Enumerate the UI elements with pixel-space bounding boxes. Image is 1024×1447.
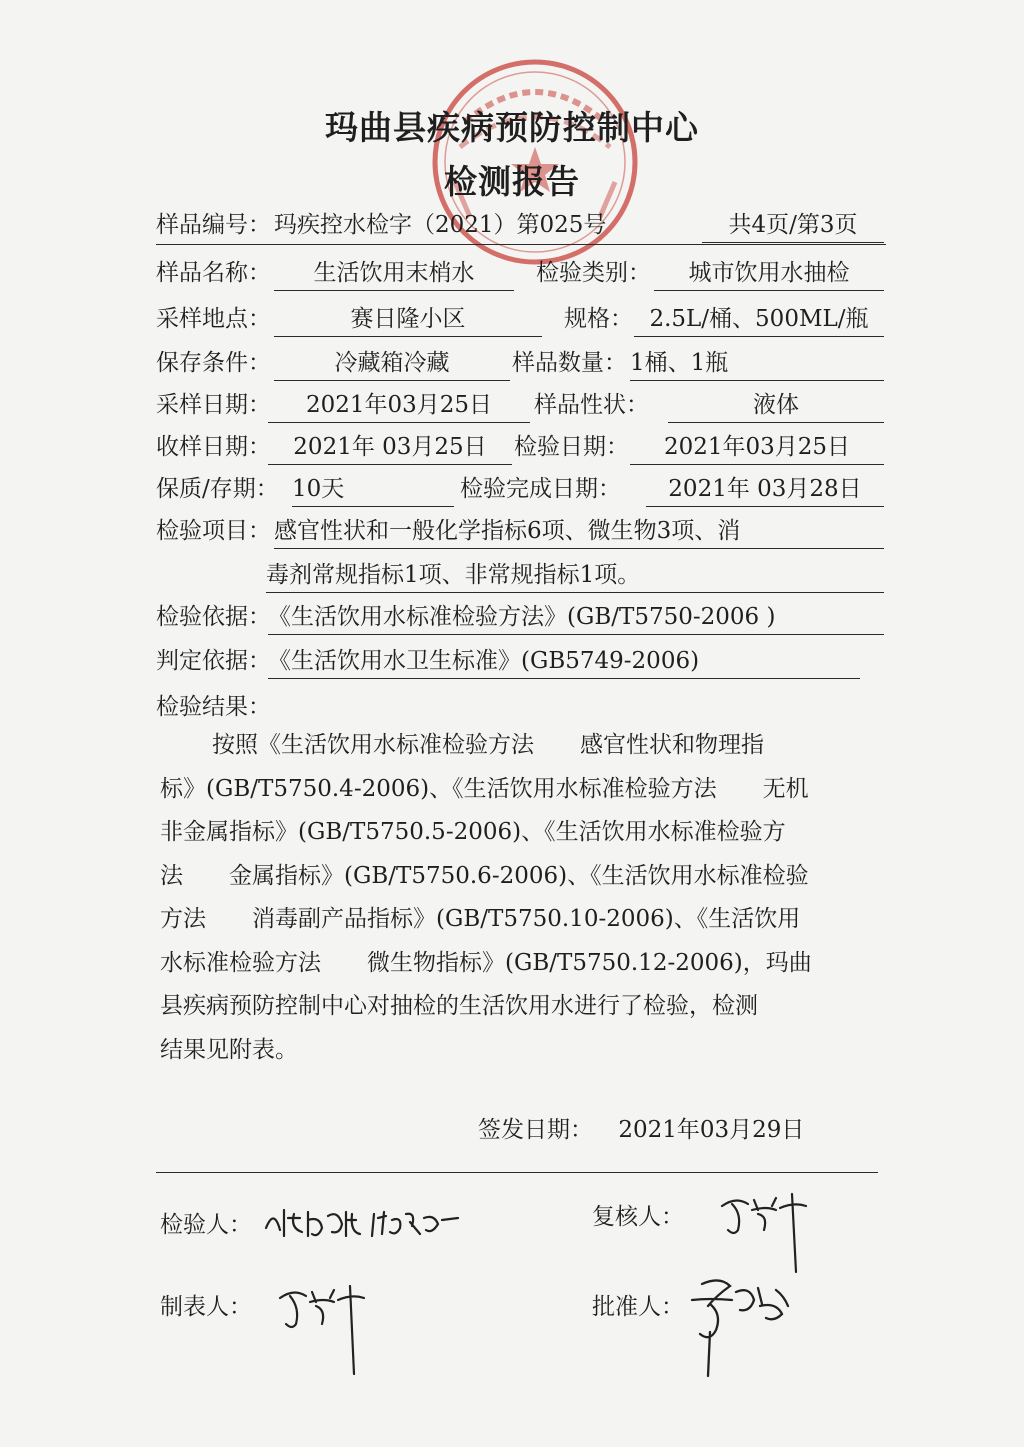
approver-label: 批准人： (592, 1294, 684, 1320)
basis-value: 《生活饮用水标准检验方法》(GB/T5750-2006 ) (268, 600, 884, 635)
quantity-value: 1桶、1瓶 (630, 346, 884, 381)
sampling-date-label: 采样日期： (156, 392, 271, 418)
result-line: 水标准检验方法 微生物指标》(GB/T5750.12-2006)，玛曲 (160, 949, 812, 976)
sample-name-value: 生活饮用末梢水 (274, 256, 514, 291)
sampling-date-row (156, 388, 886, 422)
spec-value: 2.5L/桶、500ML/瓶 (634, 302, 884, 337)
result-line: 标》(GB/T5750.4-2006)、《生活饮用水标准检验方法 无机 (160, 775, 809, 802)
result-line: 法 金属指标》(GB/T5750.6-2006)、《生活饮用水标准检验 (160, 862, 809, 889)
basis-row (156, 600, 886, 634)
issue-date-value: 2021年03月29日 (618, 1117, 805, 1143)
sample-name-row (156, 256, 886, 290)
sample-no-row (156, 208, 886, 242)
result-label-row (156, 690, 886, 724)
receive-date-label: 收样日期： (156, 434, 271, 460)
storage-value: 冷藏箱冷藏 (274, 346, 510, 381)
result-paragraph (160, 724, 890, 1072)
result-line: 结果见附表。 (160, 1036, 298, 1063)
complete-date-label: 检验完成日期： (460, 476, 621, 502)
receive-date-row (156, 430, 886, 464)
issue-date-label: 签发日期： (478, 1117, 593, 1143)
items-row (156, 514, 886, 548)
shelf-label: 保质/存期： (156, 476, 279, 502)
reviewer-label: 复核人： (592, 1204, 684, 1230)
receive-date-value: 2021年 03月25日 (268, 430, 512, 465)
basis-label: 检验依据： (156, 604, 271, 630)
divider (156, 1172, 878, 1173)
test-date-value: 2021年03月25日 (630, 430, 884, 465)
shelf-row (156, 472, 886, 506)
items-line2: 毒剂常规指标1项、非常规指标1项。 (266, 558, 884, 593)
shelf-value: 10天 (292, 472, 454, 507)
location-label: 采样地点： (156, 306, 271, 332)
divider (156, 244, 886, 245)
result-line: 非金属指标》(GB/T5750.5-2006)、《生活饮用水标准检验方 (160, 819, 786, 845)
test-type-value: 城市饮用水抽检 (654, 256, 884, 291)
issue-date-row (478, 1113, 804, 1147)
result-line: 县疾病预防控制中心对抽检的生活饮用水进行了检验，检测 (160, 993, 758, 1019)
doc-title: 检测报告 (444, 162, 580, 201)
items-row-2 (156, 558, 886, 592)
judge-row (156, 644, 886, 678)
test-date-label: 检验日期： (514, 434, 629, 460)
items-line1: 感官性状和一般化学指标6项、微生物3项、消 (274, 514, 884, 549)
judge-label: 判定依据： (156, 648, 271, 674)
result-line: 方法 消毒副产品指标》(GB/T5750.10-2006)、《生活饮用 (160, 906, 801, 932)
location-row (156, 302, 886, 336)
result-label: 检验结果： (156, 694, 271, 720)
location-value: 赛日隆小区 (274, 302, 542, 337)
sample-no-value: 玛疾控水检字（2021）第025号 (274, 212, 607, 238)
sampling-date-value: 2021年03月25日 (268, 388, 530, 423)
appearance-label: 样品性状： (534, 392, 649, 418)
items-label: 检验项目： (156, 518, 271, 544)
test-type-label: 检验类别： (536, 260, 651, 286)
appearance-value: 液体 (668, 388, 884, 423)
reviewer-signature (714, 1186, 824, 1276)
sample-no-label: 样品编号： (156, 212, 271, 238)
page-count: 共4页/第3页 (702, 208, 884, 243)
preparer-label: 制表人： (160, 1294, 252, 1320)
tester-label: 检验人： (160, 1212, 252, 1238)
tester-signature (260, 1198, 470, 1248)
spec-label: 规格： (564, 306, 633, 332)
sample-name-label: 样品名称： (156, 260, 271, 286)
result-line: 按照《生活饮用水标准检验方法 感官性状和物理指 (212, 732, 764, 758)
storage-label: 保存条件： (156, 350, 271, 376)
preparer-signature (274, 1278, 384, 1378)
judge-value: 《生活饮用水卫生标准》(GB5749-2006) (268, 644, 860, 679)
approver-signature (680, 1270, 800, 1380)
org-title: 玛曲县疾病预防控制中心 (325, 108, 699, 147)
complete-date-value: 2021年 03月28日 (646, 472, 884, 507)
quantity-label: 样品数量： (512, 350, 627, 376)
storage-row (156, 346, 886, 380)
